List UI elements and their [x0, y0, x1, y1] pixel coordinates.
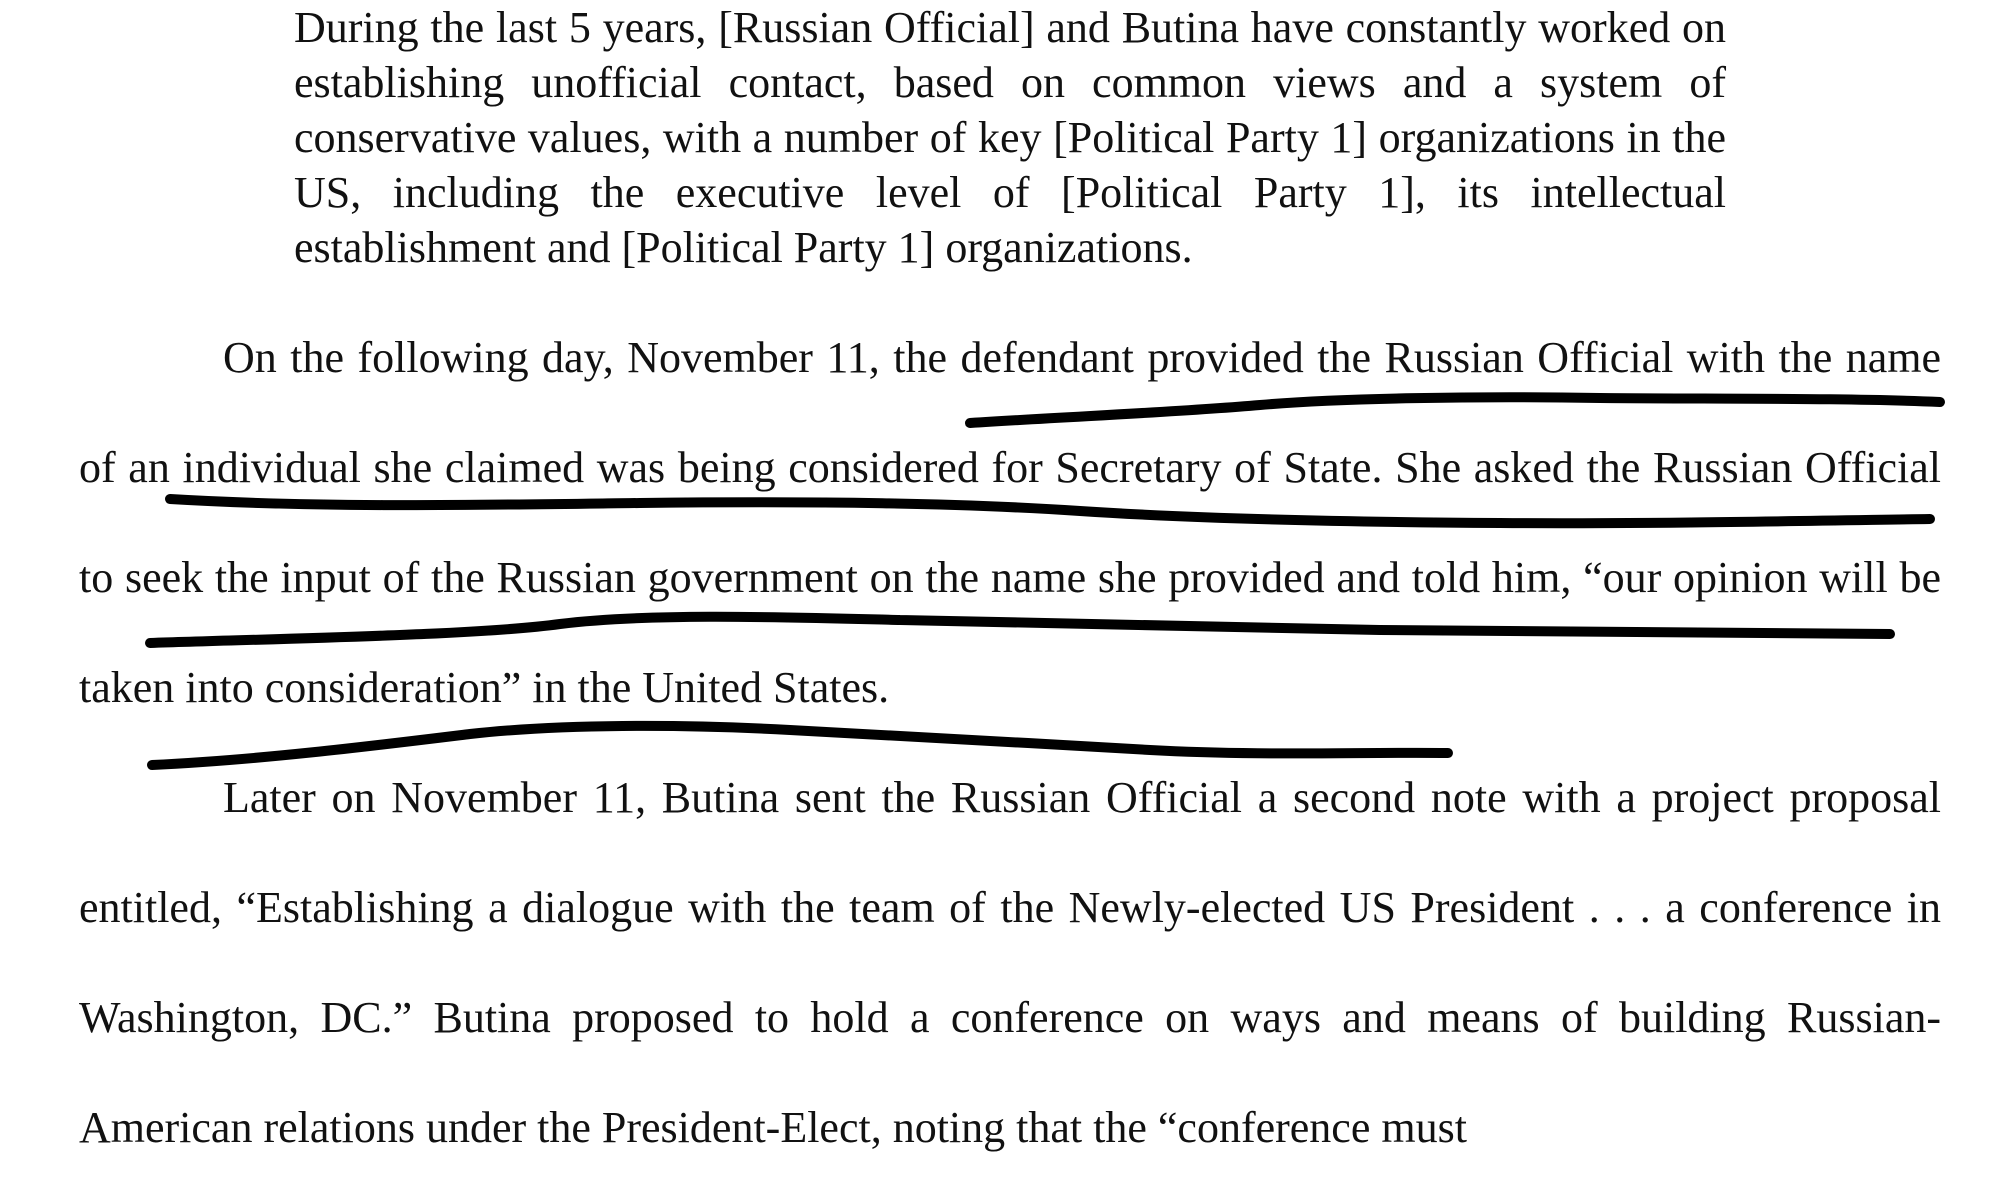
body-paragraph: On the following day, November 11, the defendant provided the Russian Official with the name of an individual she claimed was being considered for Secretary of State. She asked the Russian Official to seek the input of the Russian government on the name she provided and told him, “our opinion will be taken into consideration” in the United States.	[79, 333, 1941, 712]
body-paragraph: Later on November 11, Butina sent the Russian Official a second note with a project proposal entitled, “Establishing a dialogue with the team of the Newly-elected US President . . . a conference in Washington, DC.” Butina proposed to hold a conference on ways and means of building Russian-American relations under the President-Elect, noting that the “conference must	[79, 773, 1941, 1152]
block-quote: During the last 5 years, [Russian Official] and Butina have constantly worked on establishing unofficial contact, based on common views and a system of conservative values, with a number of key [Political Party 1] organizations in the US, including the executive level of [Political Party 1], its intellectual establishment and [Political Party 1] organizations.	[294, 3, 1726, 272]
